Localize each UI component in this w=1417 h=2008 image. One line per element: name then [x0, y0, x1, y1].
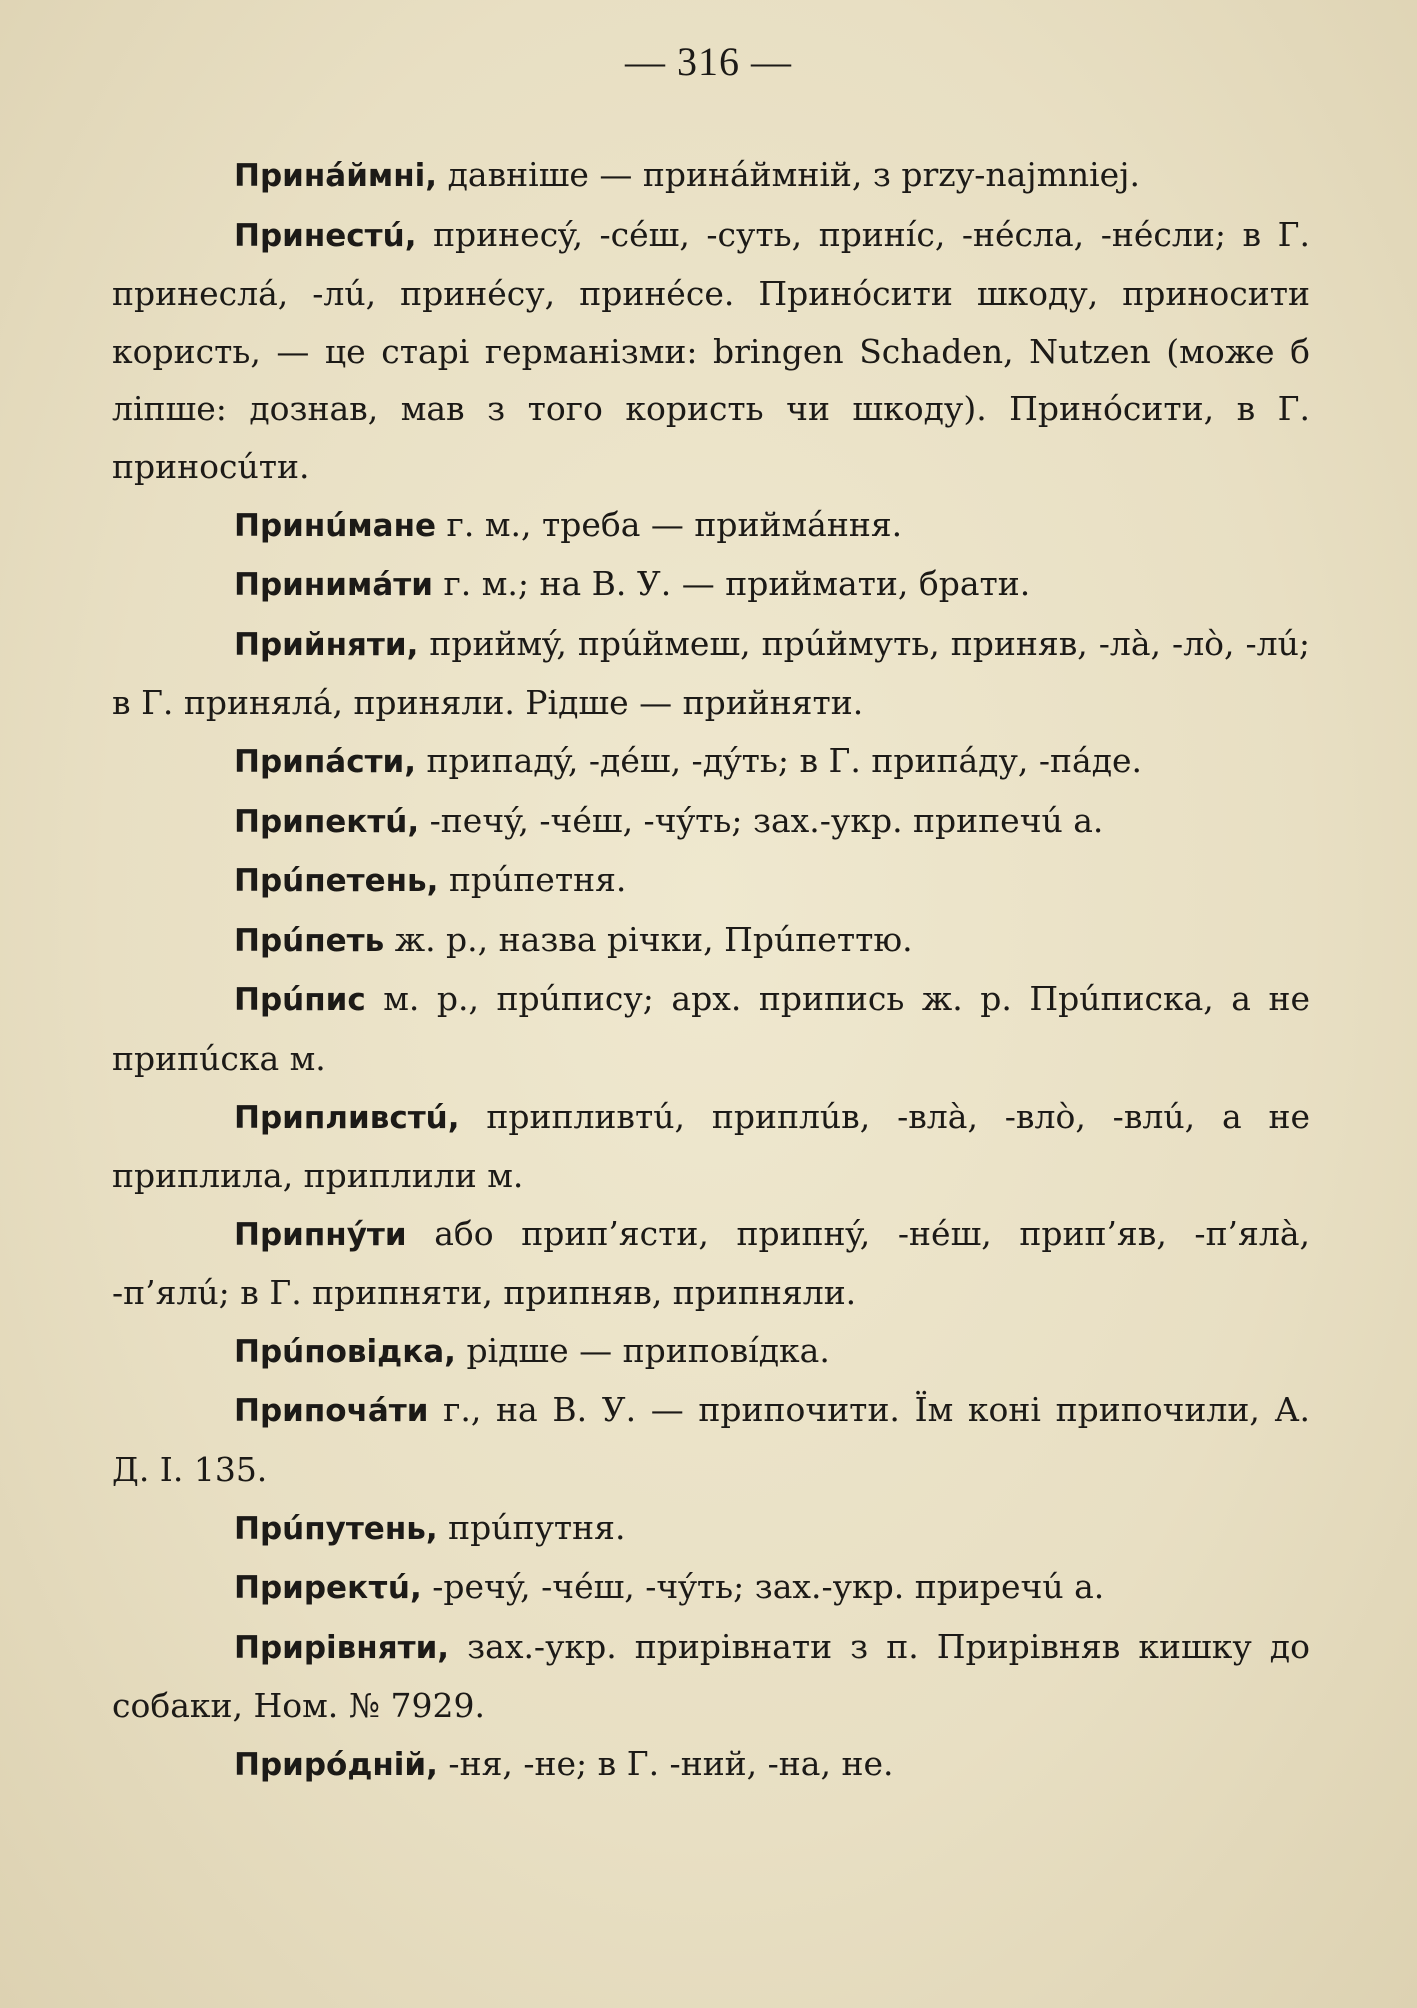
entry-headword: Припочáти: [234, 1393, 429, 1430]
entry-body: г., на В. У. — припочити. Їм коні припочили, А. Д. І. 135.: [112, 1390, 1310, 1490]
dictionary-entry: [112, 1618, 1310, 1735]
entry-body: г. м.; на В. У. — приймати, брати.: [443, 564, 1031, 604]
entry-headword: Припливстú,: [234, 1099, 460, 1136]
entry-body: припадý, -дéш, -дýть; в Г. припáду, -пáде.: [426, 740, 1143, 780]
entry-body: -ня, -не; в Г. -ний, -на, не.: [448, 1744, 894, 1784]
entry-body: ж. р., назва річки, Прúпеттю.: [394, 919, 913, 959]
entry-headword: Припнýти: [234, 1216, 407, 1253]
dictionary-entry: [112, 1205, 1310, 1322]
entry-body: м. р., прúпису; арх. припись ж. р. Прúписка, а не припúска м.: [112, 979, 1310, 1078]
entry-headword: Припáсти,: [234, 743, 417, 780]
entry-headword: Прирóдній,: [234, 1747, 438, 1784]
entry-headword: Припектú,: [234, 803, 420, 840]
dictionary-entry: [112, 732, 1310, 792]
dictionary-entry: [112, 615, 1310, 732]
dictionary-entry: [112, 1735, 1310, 1795]
entry-body: давніше — принáймній, з przy-najmniej.: [447, 155, 1140, 194]
entry-body: рідше — приповíдка.: [466, 1330, 830, 1370]
entry-body: принесý, -сéш, -суть, принíс, -нéсла, -нéсли; в Г. принеслá, -лú, принéсу, принéсе. Принóсити шкоду, приносити користь, — це старі германізми: bringen Schaden, Nutzen (може б ліпше: дознав, мав з того користь чи шкоду). Принóсити, в Г. приносúти.: [112, 214, 1310, 486]
entry-headword: Принимáти: [234, 567, 433, 604]
entry-headword: Прирівняти,: [234, 1629, 450, 1666]
entry-headword: Принúмане: [234, 507, 437, 544]
page-number: — 316 —: [625, 39, 792, 84]
entry-headword: Прúпеть: [234, 922, 385, 959]
entry-headword: Прúповідка,: [234, 1333, 456, 1370]
entry-headword: Прийняти,: [234, 626, 419, 663]
entry-body: прúпетня.: [448, 860, 627, 900]
entry-body: г. м., треба — приймáння.: [446, 504, 903, 544]
dictionary-entry: [112, 851, 1310, 911]
dictionary-entry: [112, 496, 1310, 556]
entry-body: прúпутня.: [448, 1507, 626, 1547]
dictionary-entry: [112, 792, 1310, 852]
dictionary-entry: [112, 1499, 1310, 1559]
entry-body: припливтú, приплúв, -влà, -влò, -влú, а не приплила, приплили м.: [112, 1096, 1310, 1196]
dictionary-entries: [112, 146, 1310, 1795]
entry-body: або прип’ясти, припнý, -нéш, прип’яв, -п’ялà, -п’ялú; в Г. припняти, припняв, припняли.: [112, 1213, 1310, 1313]
dictionary-entry: [112, 206, 1310, 496]
dictionary-entry: [112, 555, 1310, 615]
dictionary-entry: [112, 1558, 1310, 1618]
entry-body: -речý, -чéш, -чýть; зах.-укр. приречú а.: [432, 1567, 1105, 1607]
entry-headword: Прúпис: [234, 982, 366, 1019]
dictionary-entry: [112, 1322, 1310, 1382]
dictionary-entry: [112, 970, 1310, 1087]
entry-body: зах.-укр. прирівнати з п. Прирівняв кишку до собаки, Ном. № 7929.: [112, 1626, 1310, 1726]
entry-headword: Принестú,: [234, 217, 417, 254]
entry-headword: Прúпетень,: [234, 863, 439, 900]
dictionary-entry: [112, 1381, 1310, 1498]
entry-headword: Прирекτú,: [234, 1570, 422, 1607]
dictionary-entry: [112, 146, 1310, 206]
entry-body: приймý, прúймеш, прúймуть, приняв, -лà, -лò, -лú; в Г. принялá, приняли. Рідше — прийняти.: [112, 623, 1310, 723]
dictionary-entry: [112, 1088, 1310, 1205]
entry-headword: Принáймні,: [234, 158, 438, 194]
dictionary-entry: [112, 911, 1310, 971]
entry-headword: Прúпутень,: [234, 1510, 438, 1547]
entry-body: -печý, -чéш, -чýть; зах.-укр. припечú а.: [429, 800, 1104, 840]
